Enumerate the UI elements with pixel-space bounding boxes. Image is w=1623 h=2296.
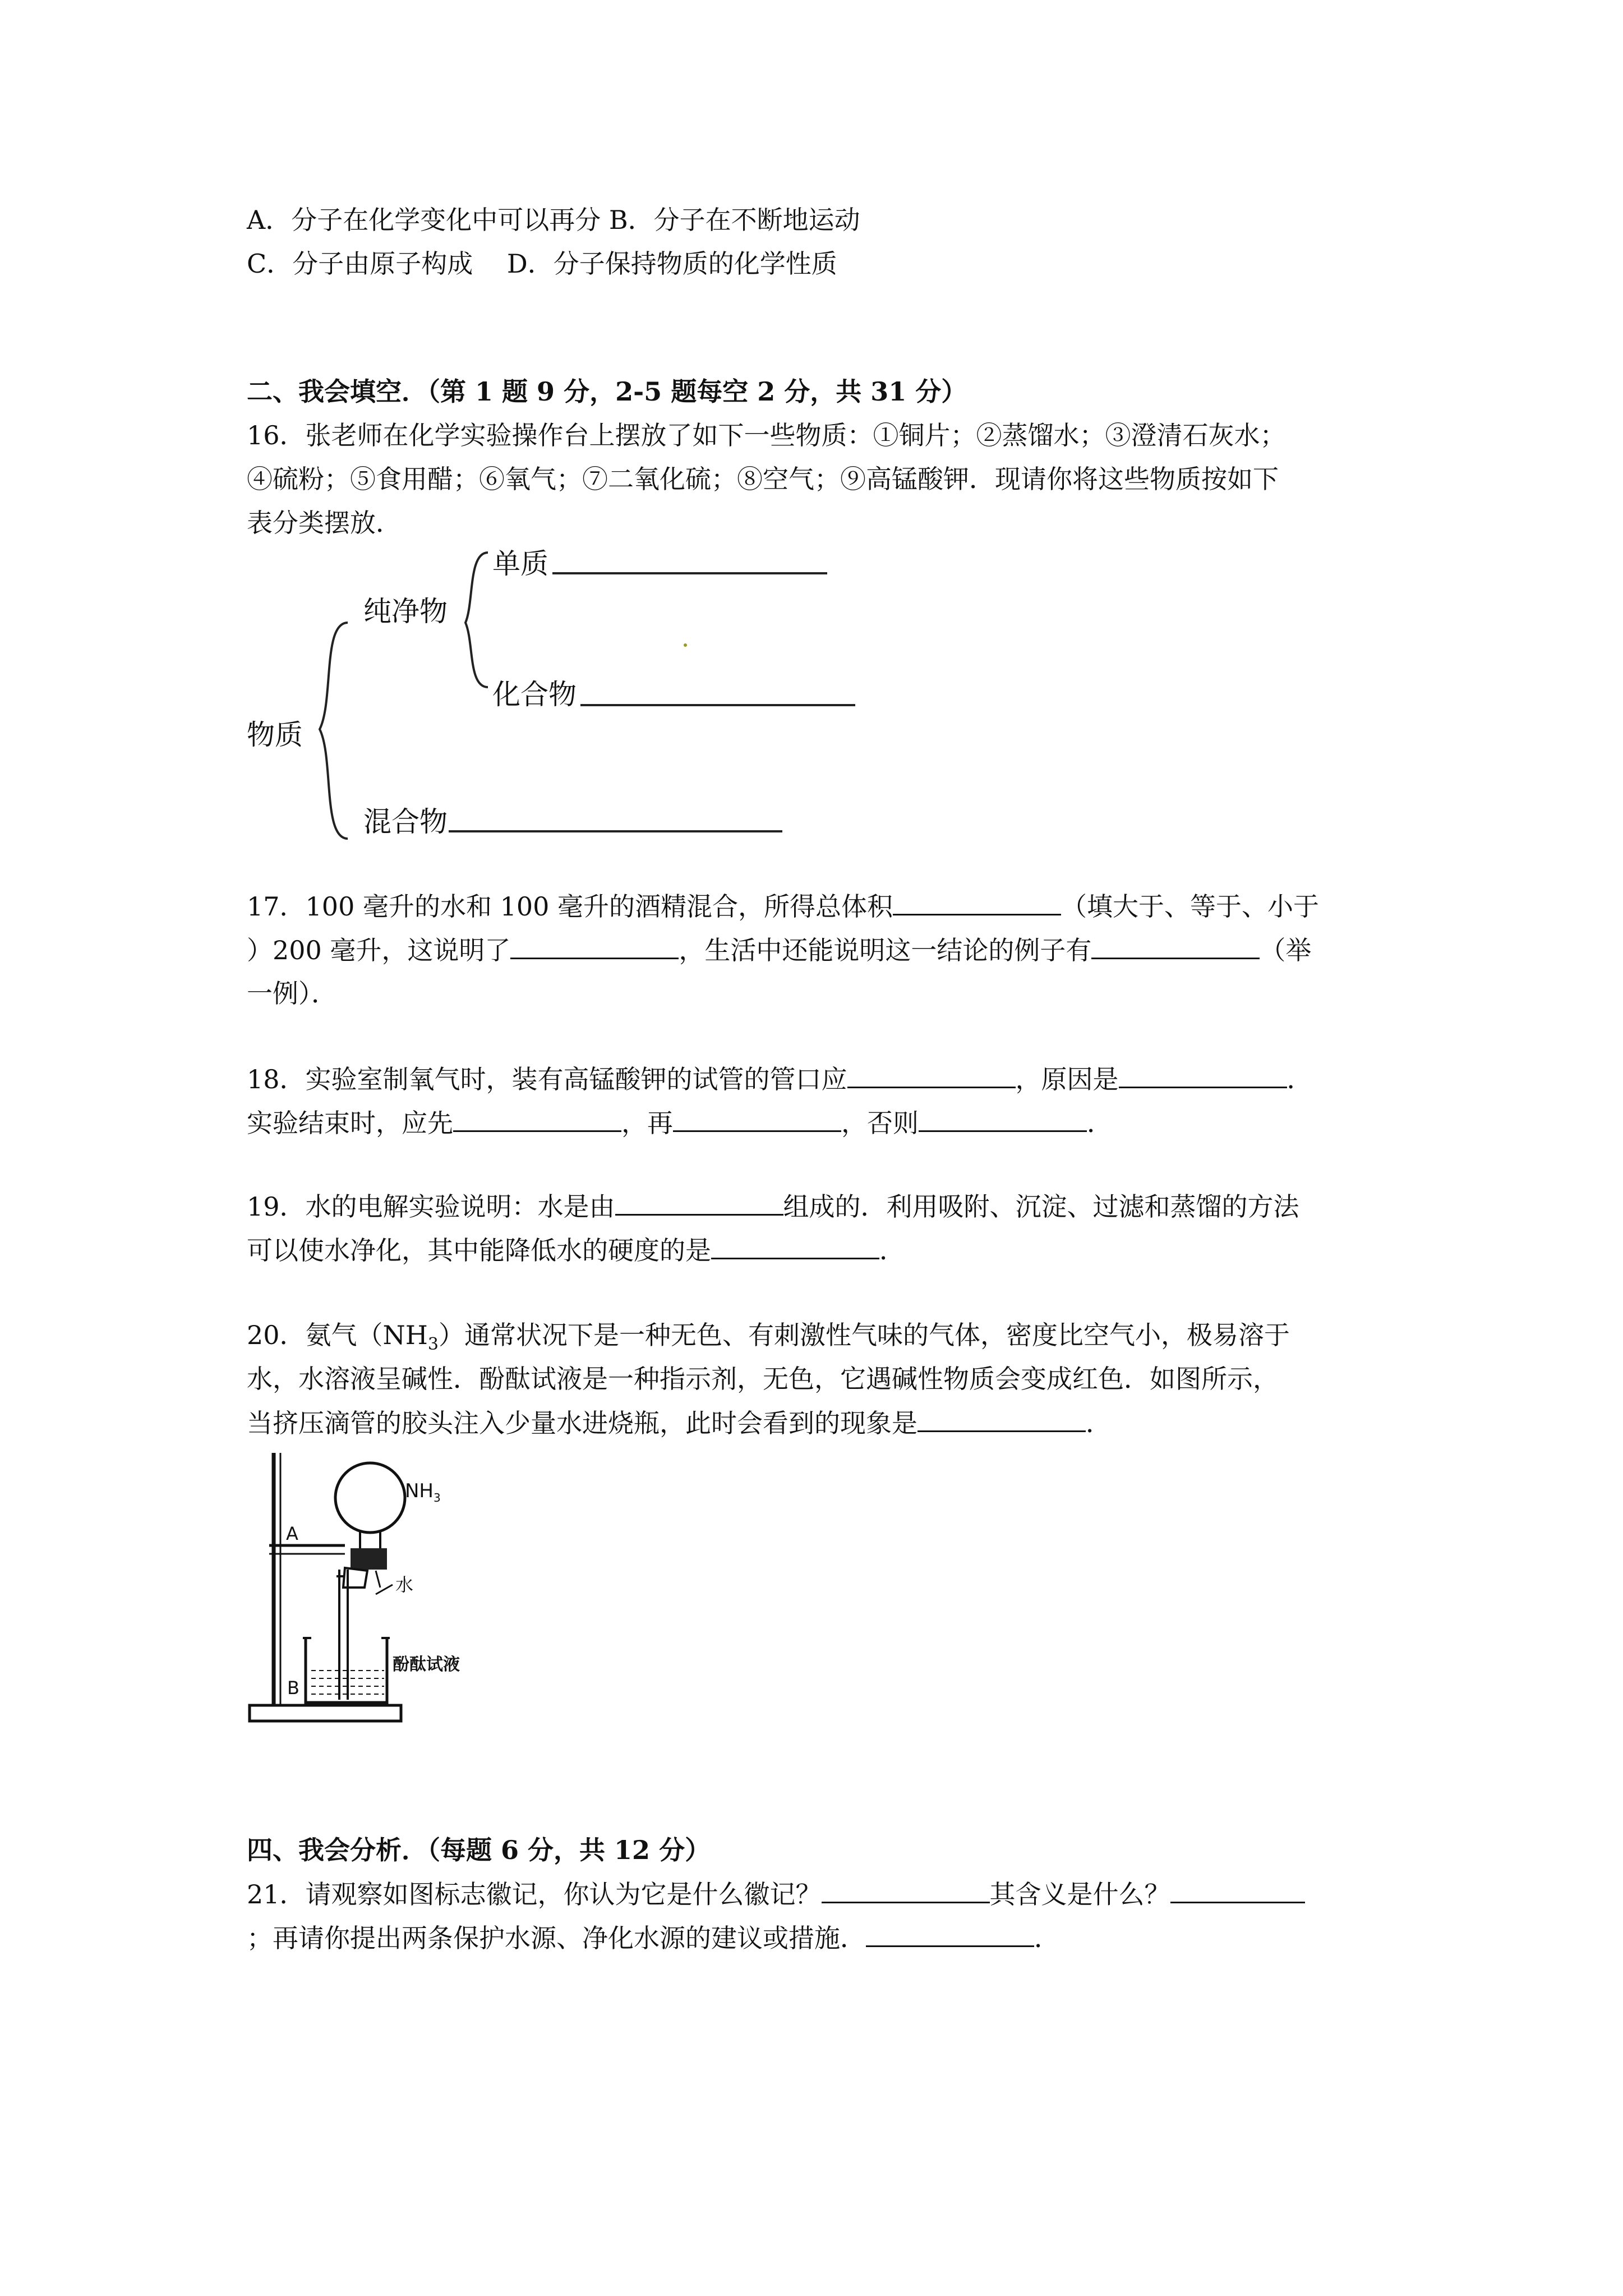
figure-water-label: 水 xyxy=(395,1574,414,1595)
section-4-heading: 四、我会分析．（每题 6 分，共 12 分） xyxy=(247,1835,711,1865)
q15-option-line-2: C．分子由原子构成 D．分子保持物质的化学性质 xyxy=(247,249,837,279)
q16-line-3: 表分类摆放． xyxy=(247,508,402,538)
answer-blank[interactable] xyxy=(866,1921,1034,1947)
diagram-mixture-label: 混合物 xyxy=(363,806,448,838)
figure-label-b: B xyxy=(287,1677,299,1699)
answer-blank[interactable] xyxy=(822,1877,990,1903)
q21-line-2: ；再请你提出两条保护水源、净化水源的建议或措施． ． xyxy=(247,1921,1060,1955)
q18-line-2: 实验结束时，应先 ，再 ，否则 ． xyxy=(247,1106,1113,1140)
diagram-element-label: 单质 xyxy=(492,547,548,580)
q15-option-line-1: A．分子在化学变化中可以再分 B．分子在不断地运动 xyxy=(247,205,860,235)
diagram-pure-label: 纯净物 xyxy=(363,595,448,628)
section-2-heading: 二、我会填空．（第 1 题 9 分，2-5 题每空 2 分，共 31 分） xyxy=(247,376,967,407)
q20-line-3: 当挤压滴管的胶头注入少量水进烧瓶，此时会看到的现象是 ． xyxy=(247,1406,1112,1440)
q17-line-2: ）200 毫升，这说明了 ，生活中还能说明这一结论的例子有 （举 xyxy=(247,933,1311,967)
q17-line-1: 17．100 毫升的水和 100 毫升的酒精混合，所得总体积 （填大于、等于、小于 xyxy=(247,889,1319,923)
q19-line-1: 19．水的电解实验说明：水是由 组成的．利用吸附、沉淀、过滤和蒸馏的方法 xyxy=(247,1189,1299,1223)
diagram-compound-label: 化合物 xyxy=(492,678,577,711)
answer-blank[interactable] xyxy=(1170,1877,1305,1903)
q20-line-2: 水，水溶液呈碱性．酚酞试液是一种指示剂，无色，它遇碱性物质会变成红色．如图所示， xyxy=(247,1364,1279,1394)
figure-reagent-label: 酚酞试液 xyxy=(393,1655,460,1674)
figure-label-a: A xyxy=(286,1523,298,1544)
diagram-root-label: 物质 xyxy=(247,719,303,751)
q16-line-1: 16．张老师在化学实验操作台上摆放了如下一些物质：①铜片；②蒸馏水；③澄清石灰水； xyxy=(247,420,1286,450)
q16-line-2: ④硫粉；⑤食用醋；⑥氧气；⑦二氧化硫；⑧空气；⑨高锰酸钾．现请你将这些物质按如下 xyxy=(247,464,1279,494)
q20-line-1: 20．氨气$(NH_3)$通常状况下是一种无色、有刺激性气味的气体，密度比空气小，极易溶于 xyxy=(247,1320,1290,1355)
q17-line-3: 一例）． xyxy=(247,978,337,1009)
q18-line-1: 18．实验室制氧气时，装有高锰酸钾的试管的管口应 ，原因是 ． xyxy=(247,1062,1313,1096)
q19-line-2: 可以使水净化，其中能降低水的硬度的是 ． xyxy=(247,1233,905,1267)
figure-nh3-label: $NH_3$ xyxy=(405,1480,441,1504)
q21-line-1: 21．请观察如图标志徽记，你认为它是什么徽记？ 其含义是什么？ xyxy=(247,1877,1305,1911)
